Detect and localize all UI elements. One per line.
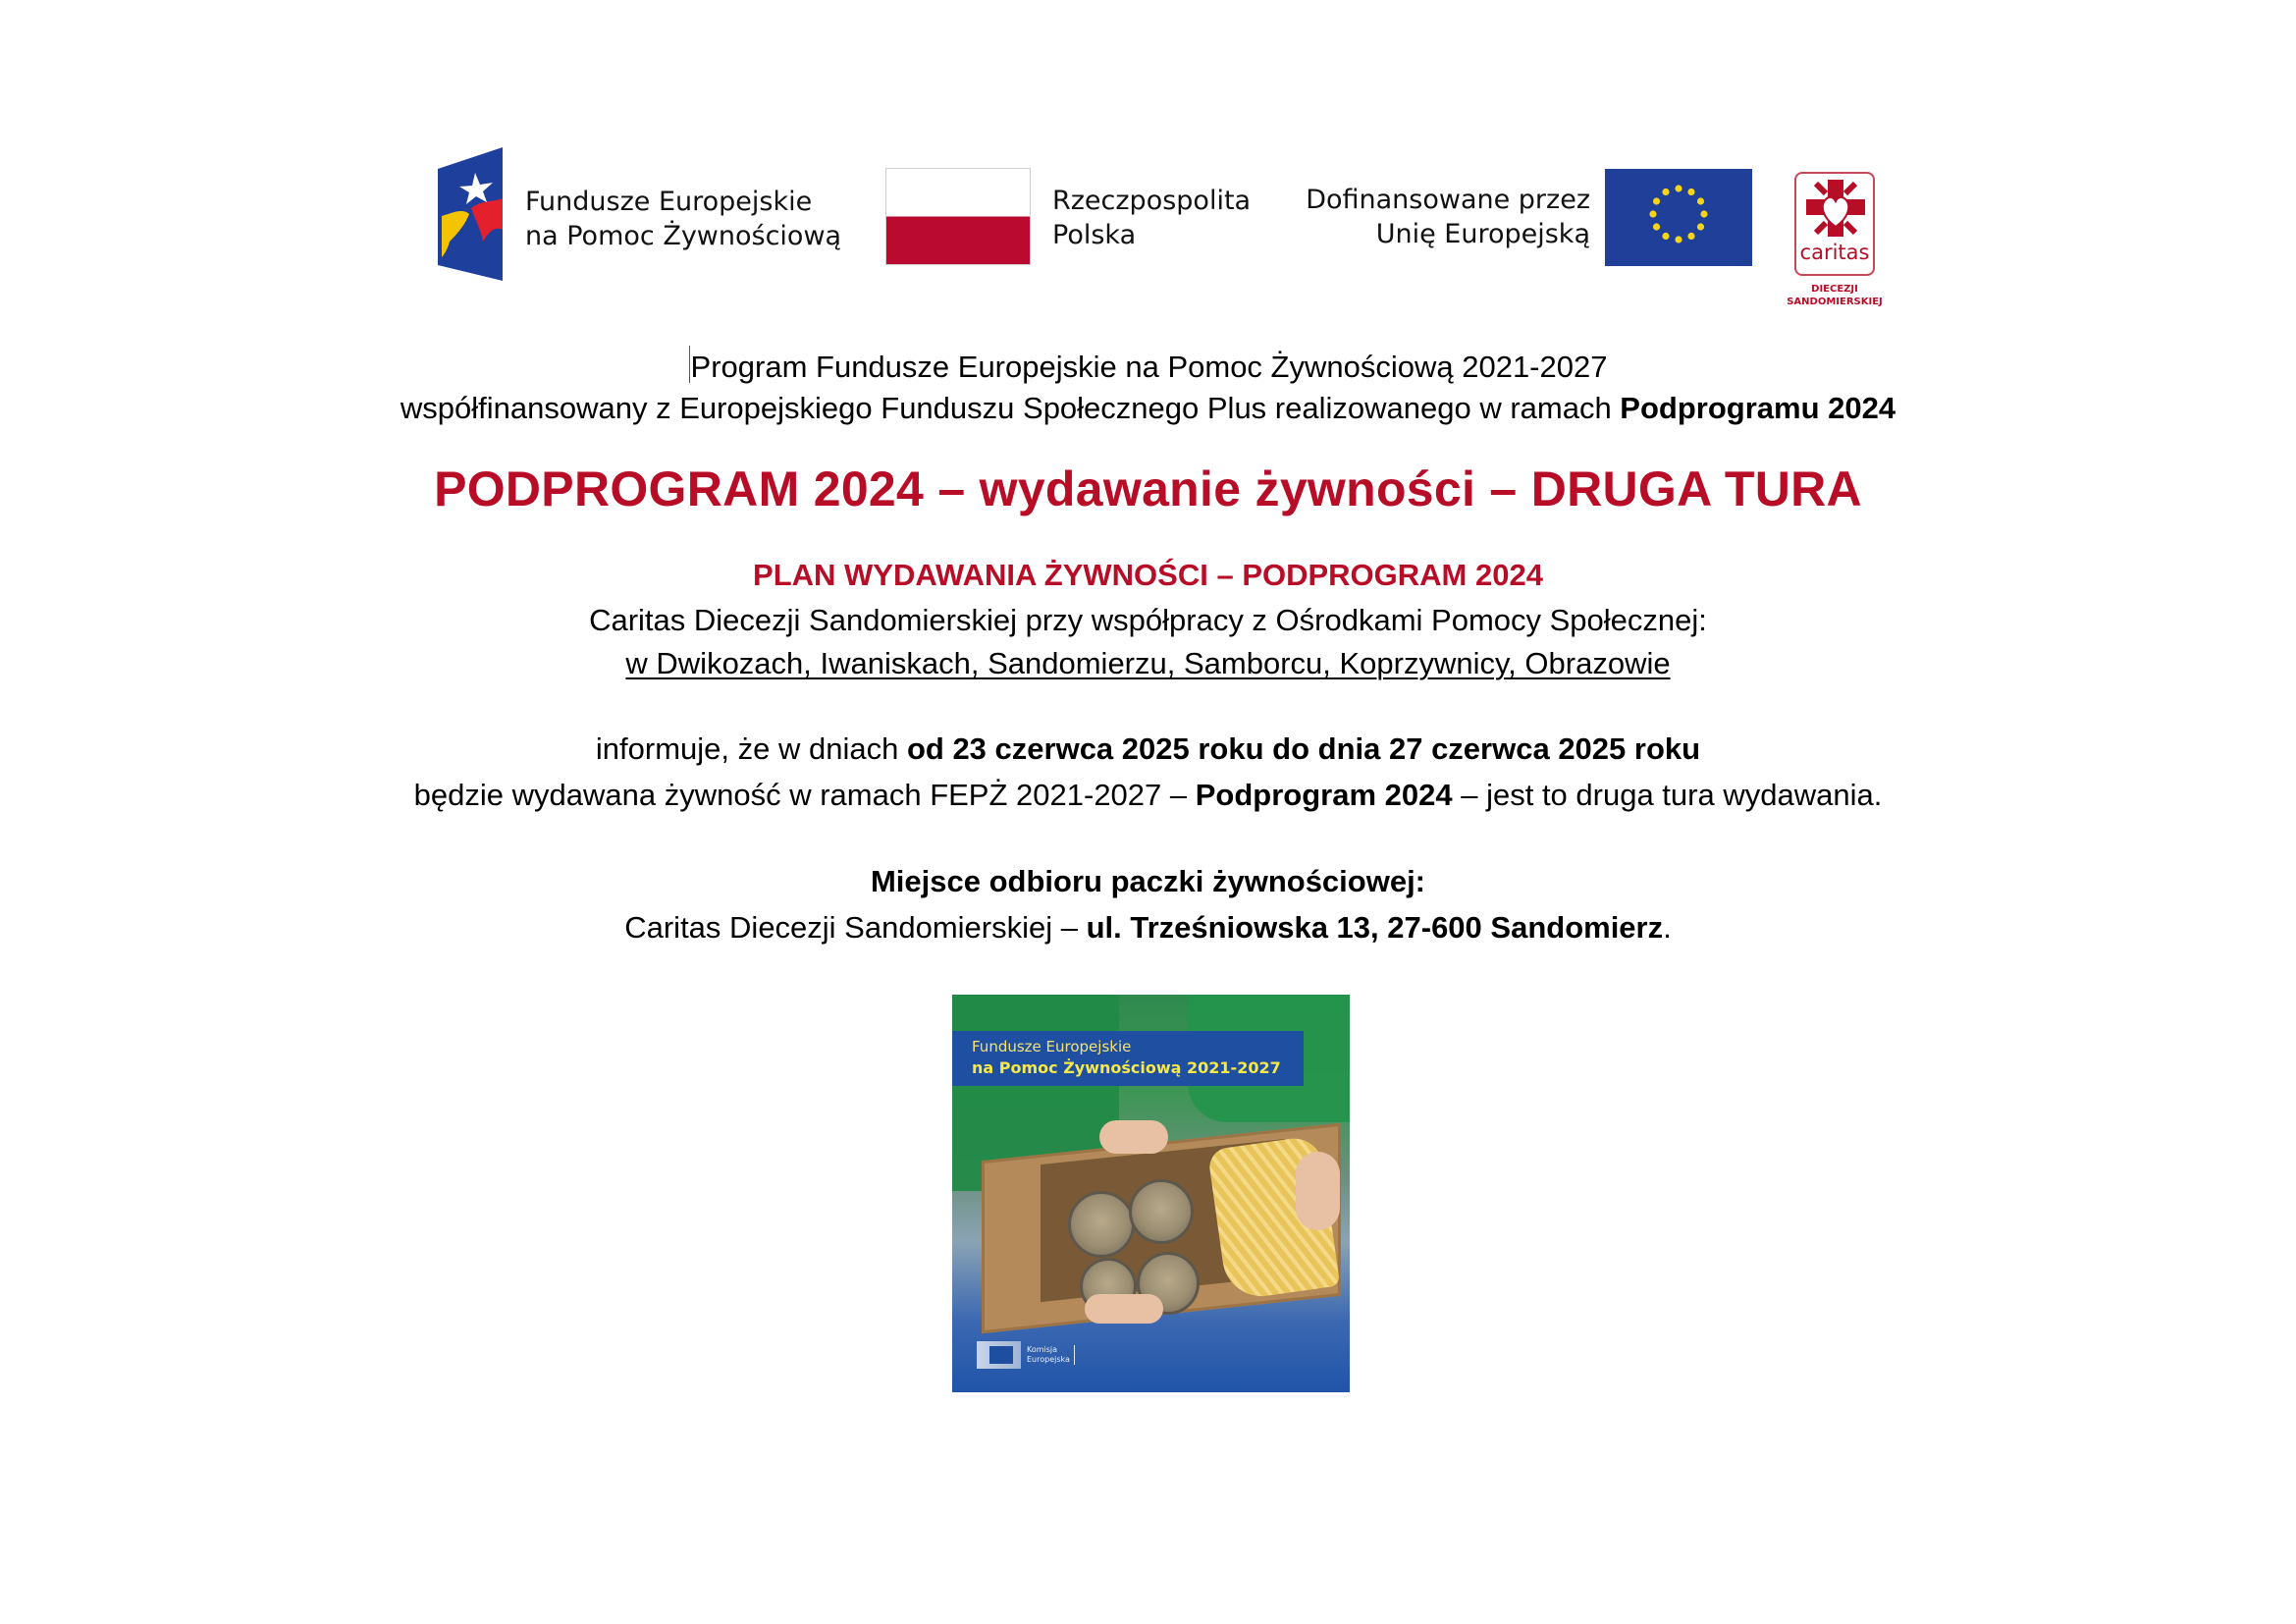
fepz-logo-text (525, 185, 841, 253)
ec-line1: Komisja (1027, 1345, 1058, 1354)
fepz-poster-image (952, 995, 1350, 1392)
announcement-subprogram: Podprogram 2024 (1195, 778, 1453, 812)
poland-line1: Rzeczpospolita (1052, 186, 1252, 216)
intro-line2 (0, 391, 2296, 426)
eu-flag-icon (1605, 169, 1752, 266)
caritas-line1: DIECEZJI (1811, 284, 1858, 295)
fepz-line1: Fundusze Europejskie (525, 187, 813, 217)
plan-heading: PLAN WYDAWANIA ŻYWNOŚCI – PODPROGRAM 2024 (753, 558, 1543, 592)
pickup-organization: Caritas Diecezji Sandomierskiej – (624, 910, 1087, 945)
announcement-text-b: – jest to druga tura wydawania. (1452, 778, 1883, 812)
intro-line1 (0, 346, 2296, 385)
pickup-period: . (1663, 910, 1672, 945)
hand (1296, 1152, 1340, 1230)
poster-banner-line1: Fundusze Europejskie (972, 1038, 1132, 1056)
poster-banner-line2: na Pomoc Żywnościową 2021-2027 (972, 1058, 1281, 1077)
food-can (1129, 1179, 1194, 1244)
hand (1099, 1120, 1168, 1154)
text-cursor (689, 346, 690, 383)
pickup-heading (0, 864, 2296, 899)
page-title: PODPROGRAM 2024 – wydawanie żywności – DRUGA TURA (434, 461, 1862, 516)
fepz-line2: na Pomoc Żywnościową (525, 221, 842, 251)
logo-caritas (1775, 170, 1902, 317)
announcement-text-a: będzie wydawana żywność w ramach FEPŻ 2021-2027 – (413, 778, 1196, 812)
poster-banner (952, 1031, 1304, 1086)
plan-locations-text: w Dwikozach, Iwaniskach, Sandomierzu, Samborcu, Koprzywnicy, Obrazowie (625, 646, 1671, 680)
poland-line2: Polska (1052, 220, 1137, 250)
caritas-emblem-icon (1794, 172, 1875, 276)
hand (1085, 1294, 1163, 1324)
announcement-details (0, 778, 2296, 813)
plan-line1: Caritas Diecezji Sandomierskiej przy współpracy z Ośrodkami Pomocy Społecznej: (589, 603, 1707, 637)
announcement-date-range: od 23 czerwca 2025 roku do dnia 27 czerwca 2025 roku (906, 731, 1701, 766)
ec-building-icon (977, 1341, 1021, 1369)
announcement-intro: informuje, że w dniach (595, 731, 907, 766)
eu-flag-icon (989, 1346, 1013, 1364)
logo-fepz (436, 147, 842, 281)
poland-logo-text (1052, 184, 1251, 252)
intro-program-name: Program Fundusze Europejskie na Pomoc Żywnościową 2021-2027 (690, 350, 1608, 384)
plan-locations (0, 646, 2296, 681)
ec-logo-text (1027, 1345, 1075, 1365)
caritas-subtitle (1775, 283, 1895, 308)
logo-eu (1296, 167, 1752, 269)
pickup-address (0, 910, 2296, 946)
intro-subprogram: Podprogramu 2024 (1620, 391, 1896, 425)
european-commission-logo (977, 1340, 1075, 1370)
ec-line2: Europejska (1027, 1355, 1070, 1364)
logo-poland (885, 168, 1258, 268)
pickup-street-address: ul. Trześniowska 13, 27-600 Sandomierz (1086, 910, 1664, 945)
food-can (1068, 1191, 1135, 1258)
eu-line2: Unię Europejską (1375, 219, 1590, 249)
eu-line1: Dofinansowane przez (1306, 185, 1590, 215)
caritas-name: caritas (1799, 241, 1870, 264)
poland-flag-icon (885, 168, 1031, 265)
pickup-heading-text: Miejsce odbioru paczki żywnościowej: (870, 864, 1426, 898)
eu-logo-text (1306, 183, 1590, 251)
announcement-dates (0, 731, 2296, 767)
fepz-flag-icon (436, 147, 505, 281)
caritas-line2: SANDOMIERSKIEJ (1787, 297, 1883, 307)
intro-cofinancing-text: współfinansowany z Europejskiego Funduszu Społecznego Plus realizowanego w ramach (400, 391, 1621, 425)
